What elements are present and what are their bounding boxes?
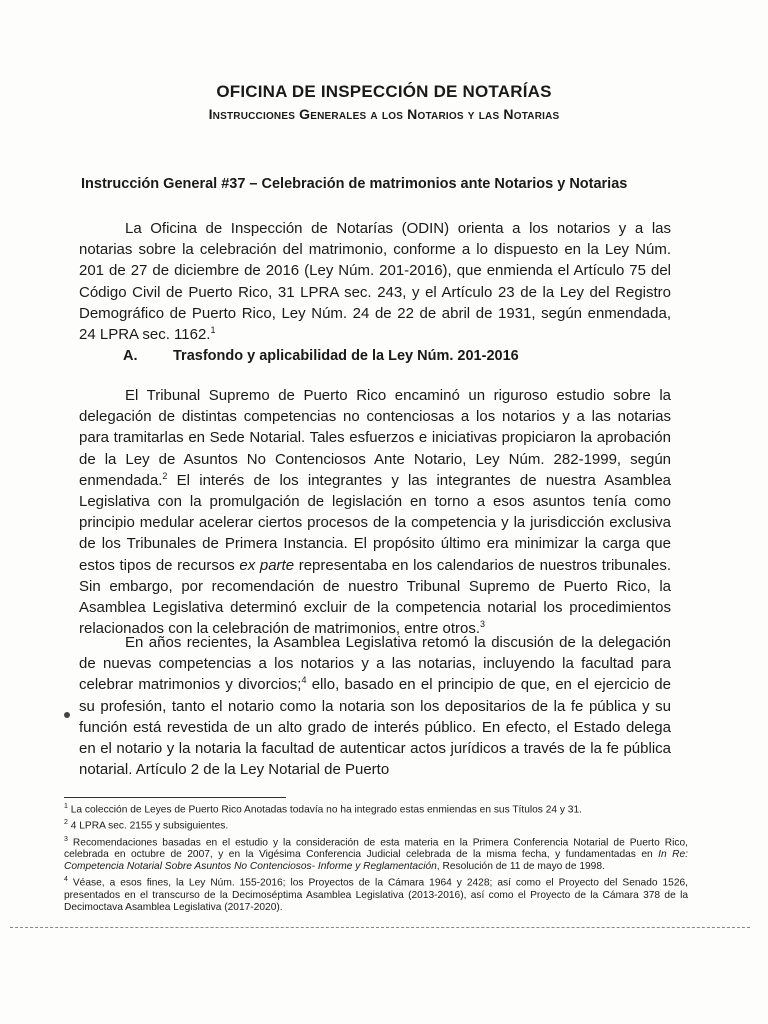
footnote-2	[64, 817, 688, 832]
background-italic: ex parte	[239, 556, 295, 574]
scan-artifact-line	[10, 927, 750, 928]
background-text-b: El interés de los integrantes y las integrantes de nuestra Asamblea Legislativa con la promulgación de legislación en torno a esos asuntos tenía como principio medular acelerar ciertos procesos de la competencia y la jurisdicción exclusiva de los Tribunales de Primera Instancia. El propósito último era minimizar la carga que estos tipos de recursos	[79, 471, 672, 574]
intro-text: La Oficina de Inspección de Notarías (ODIN) orienta a los notarios y a las notarias sobre la celebración del matrimonio, conforme a lo dispuesto en la Ley Núm. 201 de 27 de diciembre de 2016 (Ley Núm. 201-2016), que enmienda el Artículo 75 del Código Civil de Puerto Rico, 31 LPRA sec. 243, y el Artículo 23 de la Ley del Registro Demográfico de Puerto Rico, Ley Núm. 24 de 22 de abril de 1931, según enmendada, 24 LPRA sec. 1162.	[79, 220, 671, 344]
background-paragraph	[79, 385, 671, 639]
footnote-4	[64, 874, 688, 913]
section-a-title: Trasfondo y aplicabilidad de la Ley Núm. 201-2016	[173, 348, 519, 364]
recent-paragraph	[79, 632, 671, 780]
footnotes	[64, 801, 688, 915]
instruction-title: Instrucción General #37 – Celebración de matrimonios ante Notarios y Notarias	[81, 176, 628, 192]
office-subtitle: Instrucciones Generales a los Notarios y las Notarias	[208, 106, 560, 122]
footnote-text: La colección de Leyes de Puerto Rico Anotadas todavía no ha integrado estas enmiendas en sus Títulos 24 y 31.	[70, 804, 582, 816]
footnote-ref-4: 4	[301, 675, 307, 686]
section-a-letter: A.	[123, 348, 138, 364]
recent-text-b: ello, basado en el principio de que, en el ejercicio de su profesión, tanto el notario como la notaria son los depositarios de la fe pública y su función está revestida de un alto grado de interés público. En efecto, el Estado delega en el notario y la notaria la facultad de autenticar actos jurídicos a través de la fe pública notarial. Artículo 2 de la Ley Notarial de Puerto	[79, 676, 671, 779]
intro-paragraph	[79, 218, 671, 345]
office-title: OFICINA DE INSPECCIÓN DE NOTARÍAS	[216, 82, 552, 101]
scan-speck	[64, 712, 70, 718]
background-text-c: representaba en los calendarios de nuestros tribunales. Sin embargo, por recomendación de nuestro Tribunal Supremo de Puerto Rico, la Asamblea Legislativa determinó excluir de la competencia notarial los procedimientos relacionados con la celebración de matrimonios, entre otros.	[79, 556, 671, 638]
footnote-ref-2: 2	[162, 470, 168, 481]
footnote-text: Véase, a esos fines, la Ley Núm. 155-2016; los Proyectos de la Cámara 1964 y 2428; así como el Proyecto del Senado 1526, presentados en el transcurso de la Decimoséptima Asamblea Legislativa (2013-2016), así como el Proyecto de la Cámara 378 de la Decimoctava Asamblea Legislativa (2017-2020).	[64, 877, 688, 913]
footnote-number: 1	[64, 803, 68, 810]
section-a-heading	[123, 348, 519, 364]
footnote-italic: In Re: Competencia Notarial Sobre Asuntos No Contenciosos- Informe y Reglamentación	[64, 849, 688, 873]
background-text-a: El Tribunal Supremo de Puerto Rico encaminó un riguroso estudio sobre la delegación de distintas competencias no contenciosas a los notarios y a las notarias para tramitarlas en Sede Notarial. Tales esfuerzos e iniciativas propiciaron la aprobación de la Ley de Asuntos No Contenciosos Ante Notario, Ley Núm. 282-1999, según enmendada.	[79, 387, 671, 489]
footnote-number: 3	[64, 835, 68, 843]
footnote-divider	[64, 797, 286, 798]
footnote-text: 4 LPRA sec. 2155 y subsiguientes.	[70, 820, 229, 832]
footnote-text: Recomendaciones basadas en el estudio y la consideración de esta materia en la Primera Conferencia Notarial de Puerto Rico, celebrada en octubre de 2007, y en la Vigésima Conferencia Judicial celebrada de la misma fecha, y fundamentadas en	[64, 837, 688, 861]
footnote-ref-1: 1	[210, 325, 216, 336]
footnote-ref-3: 3	[480, 619, 486, 630]
footnote-text-end: , Resolución de 11 de mayo de 1998.	[436, 861, 605, 873]
footnote-number: 4	[64, 876, 68, 884]
footnote-3	[64, 834, 688, 873]
footnote-number: 2	[64, 819, 68, 827]
footnote-1	[64, 801, 688, 816]
recent-text-a: En años recientes, la Asamblea Legislativa retomó la discusión de la delegación de nuevas competencias a los notarios y a las notarias, incluyendo la facultad para celebrar matrimonios y divorcios;	[79, 634, 671, 694]
